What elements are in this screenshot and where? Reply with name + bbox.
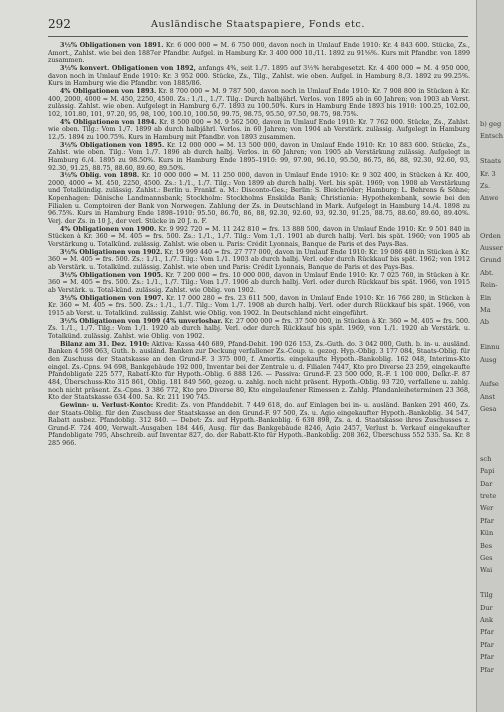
entry-heading: Bilanz am 31. Dez. 1910: (60, 340, 150, 348)
facing-page-fragment: Kün (480, 529, 494, 538)
page-body (48, 42, 470, 448)
page-number: 292 (48, 17, 71, 31)
entry-heading: 3½% konvert. Obligationen von 1892, (60, 64, 196, 72)
facing-page-fragment: Zs. (480, 182, 491, 190)
entry-text: Kr. 8 700 000 = M. 9 787 500, davon noch in Umlauf Ende 1910: Kr. 7 908 800 in Stücken à Kr. 400, 2000, 4000 = M. 450, 2250, 4500. Zs.: 1./1., 1./7. Tilg.: Durch halbjährl. Verlos. von 1895 ab in 60 Jahren; von 1903 ab Verst. zulässig. Zahlst. wie oben. Aufgelegt in Hamburg 6./7. 1893 zu 100.50%. Kurs in Hamburg Ende 1893 bis 1910: 100.25, 102.00, 102, 101.80, 101, 97.20, 95, 98, 100, 100.10, 100.50, 99.75, 98.75, 95.50, 97.50, 98.75, 98.75%. (48, 87, 470, 118)
facing-page-fragment: Ausser (480, 244, 503, 252)
bond-entry (48, 226, 470, 249)
entry-text: Kr. 17 000 280 = frs. 23 611 500, davon in Umlauf Ende 1910: Kr. 16 766 280, in Stücken à Kr. 360 = M. 405 = frs. 500. Zs.: 1./1., 1./7. Tilg.: Vom 1./7. 1908 ab durch halbj. Verl. oder durch Rückkauf bis spät. 1966, von 1915 ab Verst. u. Totalkünd. zulässig. Zahlst. wie Oblig. von 1902. In Deutschland nicht eingeführt. (48, 294, 470, 317)
facing-page-fragment: Grund (480, 256, 502, 265)
bond-entry (48, 272, 470, 295)
facing-page-edge (476, 0, 504, 712)
entry-heading: 3½% Obligationen von 1907. (60, 294, 164, 302)
facing-page-fragment: trete (480, 492, 497, 500)
facing-page-fragment: Ges (480, 554, 493, 562)
entry-heading: 3½% Oblig. von 1898. (60, 172, 140, 180)
facing-page-fragment: Ma (480, 306, 491, 314)
bond-entry (48, 295, 470, 318)
bond-entry (48, 42, 470, 65)
bond-entry (48, 172, 470, 226)
facing-page-fragment: Pfar (480, 653, 494, 662)
facing-page-fragment: Pfar (480, 640, 494, 649)
bond-entry (48, 249, 470, 272)
entry-text: Kr. 8 500 000 = M. 9 562 500, davon in Umlauf Ende 1910: Kr. 7 762 000. Stücke, Zs., Zahlst. wie oben. Tilg.: Vom 1./7. 1899 ab durch halbjährl. Verlos. in 60 Jahren; von 1904 ab Verstärk. zulässig. Aufgelegt in Hamburg 12./5. 1894 zu 100.75%. Kurs in Hamburg mit Pfandbr. von 1893 zusammen. (48, 118, 470, 141)
facing-page-fragment: Orden (480, 231, 501, 240)
facing-page-fragment: Aufse (480, 380, 499, 389)
facing-page-fragment: Gesa (480, 405, 497, 414)
facing-page-fragment: Wai (480, 566, 493, 575)
facing-page-fragment: Pfar (480, 516, 494, 525)
entry-text: Kr. 19 999 440 = frs. 27 777 000, davon in Umlauf Ende 1910: Kr. 19 086 480 in Stücken à Kr. 360 = M. 405 = frs. 500. Zs.: 1./1., 1./7. Tilg.: Vom 1./1. 1903 ab durch halbj. Verl. oder durch Rückkauf bis spät. 1962; von 1912 ab Verstärk. u. Totalkünd. zulässig. Zahlst. wie oben und Paris: Crédit Lyonnais, Banque de Paris et des Pays-Bas. (48, 248, 470, 272)
facing-page-fragment: Kr. 3 (480, 169, 496, 178)
facing-page-fragment: Pfar (480, 628, 494, 637)
page-header (48, 17, 468, 33)
entry-text: Aktiva: Kassa 440 689, Pfand-Debit. 190 026 153, Zs.-Guth. do. 3 042 000, Guth. b. in- u. ausländ. Banken 4 598 063, Guth. b. ausländ. Banken zur Deckung verfallener Zs.-Coup. u. gezog. Hyp.-Oblig. 3 177 084, Staats-Oblig. für den Zuschuss der Staatskasse an den Grund-F. 3 375 000, f. Amortis. eingekaufte Hypoth.-Bankoblig. 162 048, Interims-Kto eingel. Zs.-Cpns. 94 698, Bankgebäude 192 000, Inventar bei der Zentrale u. d. Filialen 7447, Kto pro Diverse 23 259, eingekaufte Pfandobligate 225 577, Rabatt-Kto für Hypoth.-Oblig. 6 888 126. — Passiva: Grund-F. 23 500 000, R.-F. 1 100 000, Delkr.-F. 87 484, Überschuss-Kto 315 861, Oblig. 181 849 560, gezog. u. zahlg. noch nicht präsent. Hypoth.-Oblig. 93 720, verfallene u. zahlg. noch nicht präsent. Zs.-Cpns. 3 386 772, Kto pro Diverse 80, Kto eingelaufener Rimessen z. Zahlg. Pfandanleiheterminen 23 368, Kto der Staatskasse 634 400. Sa. Kr. 211 190 745. (48, 340, 470, 402)
entry-heading: 4% Obligationen von 1893. (60, 87, 157, 95)
facing-page-fragment: Ab (480, 318, 489, 327)
header-rule (48, 36, 468, 37)
facing-page-fragment: Papi (480, 467, 495, 476)
facing-page-fragment: sch (480, 454, 492, 463)
facing-page-fragment: Ank (480, 616, 494, 624)
facing-page-fragment: b) geg (480, 120, 502, 128)
bond-entry (48, 65, 470, 88)
entry-heading: 3½% Obligationen von 1895. (60, 141, 165, 149)
facing-page-fragment: Ausg (480, 355, 497, 364)
entry-text: Kr. 12 000 000 = M. 13 500 000, davon in Umlauf Ende 1910: Kr. 10 883 600. Stücke, Zs., Zahlst. wie oben. Tilg.: Vom 1./7. 1896 ab durch halbj. Verlos. in 60 Jahren; von 1905 ab Verstärkung zulässig. Aufgelegt in Hamburg 6./4. 1895 zu 98.50%. Kurs in Hamburg Ende 1895–1910: 99, 97.90, 96.10, 95.50, 86.75, 86, 88, 92.30, 92.60, 93, 92.30, 91.25, 88.75, 88.60, 89.60, 89.50%. (48, 141, 470, 172)
facing-page-fragment: Abt. (480, 268, 494, 277)
entry-heading: 3½% Obligationen von 1905. (60, 271, 164, 279)
entry-text: Kr. 6 000 000 = M. 6 750 000, davon noch in Umlauf Ende 1910: Kr. 4 843 600. Stücke, Zs., Amort., Zahlst. wie bei den 1887er Pfandbr. Aufgel. in Hamburg Kr. 3 400 000 10./11. 1892 zu 91⅝%. Kurs mit Pfandbr. von 1899 zusammen. (48, 42, 470, 65)
facing-page-fragment: Tilg (480, 591, 493, 600)
facing-page-fragment: Rein- (480, 281, 498, 290)
entry-heading: 3½% Obligationen von 1902. (60, 248, 163, 256)
entry-heading: 3½% Obligationen von 1891. (60, 42, 164, 49)
facing-page-fragment: Wer (480, 504, 494, 513)
entry-text: Kr. 9 992 720 = M. 11 242 810 = frs. 13 888 500, davon in Umlauf Ende 1910: Kr. 9 501 840 in Stücken à Kr. 360 = M. 405 = frs. 500. Zs.: 1./1., 1./7. Tilg.: Vom 1./1. 1901 ab durch halbj. Verl. bis spät. 1960; von 1905 ab Verstärkung u. Totalkünd. zulässig. Zahlst. wie oben u. Paris: Crédit Lyonnais, Banque de Paris et des Pays-Bas. (48, 225, 470, 249)
facing-page-fragment: Dar (480, 479, 493, 488)
bond-entry (48, 402, 470, 448)
entry-heading: 3½% Obligationen von 1909 (4% unverlosbar. (60, 317, 223, 325)
facing-page-fragment: Bes (480, 541, 493, 550)
bond-entry (48, 142, 470, 173)
facing-page-fragment: Entsch (480, 132, 504, 141)
bond-entry (48, 119, 470, 142)
running-title: Ausländische Staatspapiere, Fonds etc. (150, 19, 366, 30)
bond-entry (48, 341, 470, 402)
entry-text: anfangs 4%, seit 1./7. 1895 auf 3½% herabgesetzt. Kr. 4 400 000 = M. 4 950 000, davon noch in Umlauf Ende 1910: Kr. 3 952 000. Stücke, Zs., Tilg., Zahlst. wie oben. Aufgel. in Hamburg 8./3. 1892 zu 99.25%. Kurs in Hamburg wie die Pfandbr. von 1885/86. (48, 64, 470, 88)
entry-text: Kr. 10 000 000 = M. 11 250 000, davon in Umlauf Ende 1910: Kr. 9 302 400, in Stücken à Kr. 400, 2000, 4000 = M. 450, 2250, 4500. Zs.: 1./1., 1./7. Tilg.: Von 1899 ab durch halbj. Verl. bis spät. 1969; von 1908 ab Verstärkung und Totalkündig. zulässig. Zahlst.: Berlin u. Frankf. a. M.: Disconto-Ges.; Berlin: S. Bleichröder; Hamburg: L. Behrens & Söhne; Kopenhagen: Dänische Landmannsbank; Stockholm: Stockholms Enskilda Bank; Christiania: Hypothekenbank, sowie bei den Filialen u. Comptoiren der Bank von Norwegen. Zahlung der Zs. in Deutschland in Mark. Aufgelegt in Hamburg 14./4. 1898 zu 96.75%. Kurs in Hamburg Ende 1898–1910: 95.50, 86.70, 86, 88, 92.30, 92.60, 93, 92.30, 91.25, 88.75, 88.60, 89.60, 89.40%. Verj. der Zs. in 10 J., der verl. Stücke in 20 J. n. F. (48, 172, 470, 226)
entry-heading: 4% Obligationen von 1900. (60, 225, 157, 233)
entry-text: Kr. 27 000 000 = frs. 37 500 000, in Stücken à Kr. 360 = M. 405 = frs. 500. Zs. 1./1., 1./7. Tilg.: Vom 1./1. 1920 ab durch halbj. Verl. oder durch Rückkauf bis spät. 1969, von 1./1. 1920 ab Verstärk. u. Totalkünd. zulässig. Zahlst. wie Oblig. von 1902. (48, 317, 471, 340)
facing-page-fragment: Einnu (480, 343, 500, 352)
entry-text: Kredit: Zs. von Pfanddebit. 7 449 618, do. auf Einlagen bei in- u. ausländ. Banken 291 460, Zs. der Staats-Oblig. für den Zuschuss der Staatskasse an den Grund-F. 97 500, Zs. u. Agio eingekaufter Hypoth.-Bankoblig. 34 547, Rabatt ausbez. Pfandoblig. 312 840. — Debet: Zs. auf Hypoth.-Bankoblig. 6 638 898, Zs. a. d. Staatskasse ihres Zuschusses z. Grund-F. 724 400, Verwalt.-Ausgaben 184 446, Ausg. für das Bankgebäude 8246, Agio 2457, Verlust b. Verkauf eingekaufter Pfandobligate 795, Abschreib. auf Inventar 827, do. der Rabatt-Kto für Hypoth.-Bankoblig. 208 362, Überschuss 552 535. Sa. Kr. 8 285 966. (48, 401, 471, 448)
facing-page-fragment: Ein (480, 293, 492, 302)
bond-entry (48, 318, 470, 341)
facing-page-fragment: Staats (480, 157, 502, 166)
entry-text: Kr. 7 200 000 = frs. 10 000 000, davon in Umlauf Ende 1910: Kr. 7 025 760, in Stücken à Kr. 360 = M. 405 = frs. 500. Zs.: 1./1., 1./7. Tilg.: Vom 1./7. 1906 ab durch halbj. Verl. oder durch Rückkauf bis spät. 1966, von 1915 ab Verstärk. u. Total-künd. zulässig. Zahlst. wie Oblig. von 1902. (48, 271, 470, 294)
facing-page-fragment: Dur (480, 603, 493, 612)
facing-page-fragment: Anwe (480, 194, 499, 203)
facing-page-fragment: Pfar (480, 665, 494, 674)
facing-page-fragment: Anst (480, 392, 496, 401)
bond-entry (48, 88, 470, 119)
entry-heading: 4% Obligationen von 1894. (60, 118, 157, 126)
entry-heading: Gewinn- u. Verlust-Konto: (60, 401, 154, 409)
